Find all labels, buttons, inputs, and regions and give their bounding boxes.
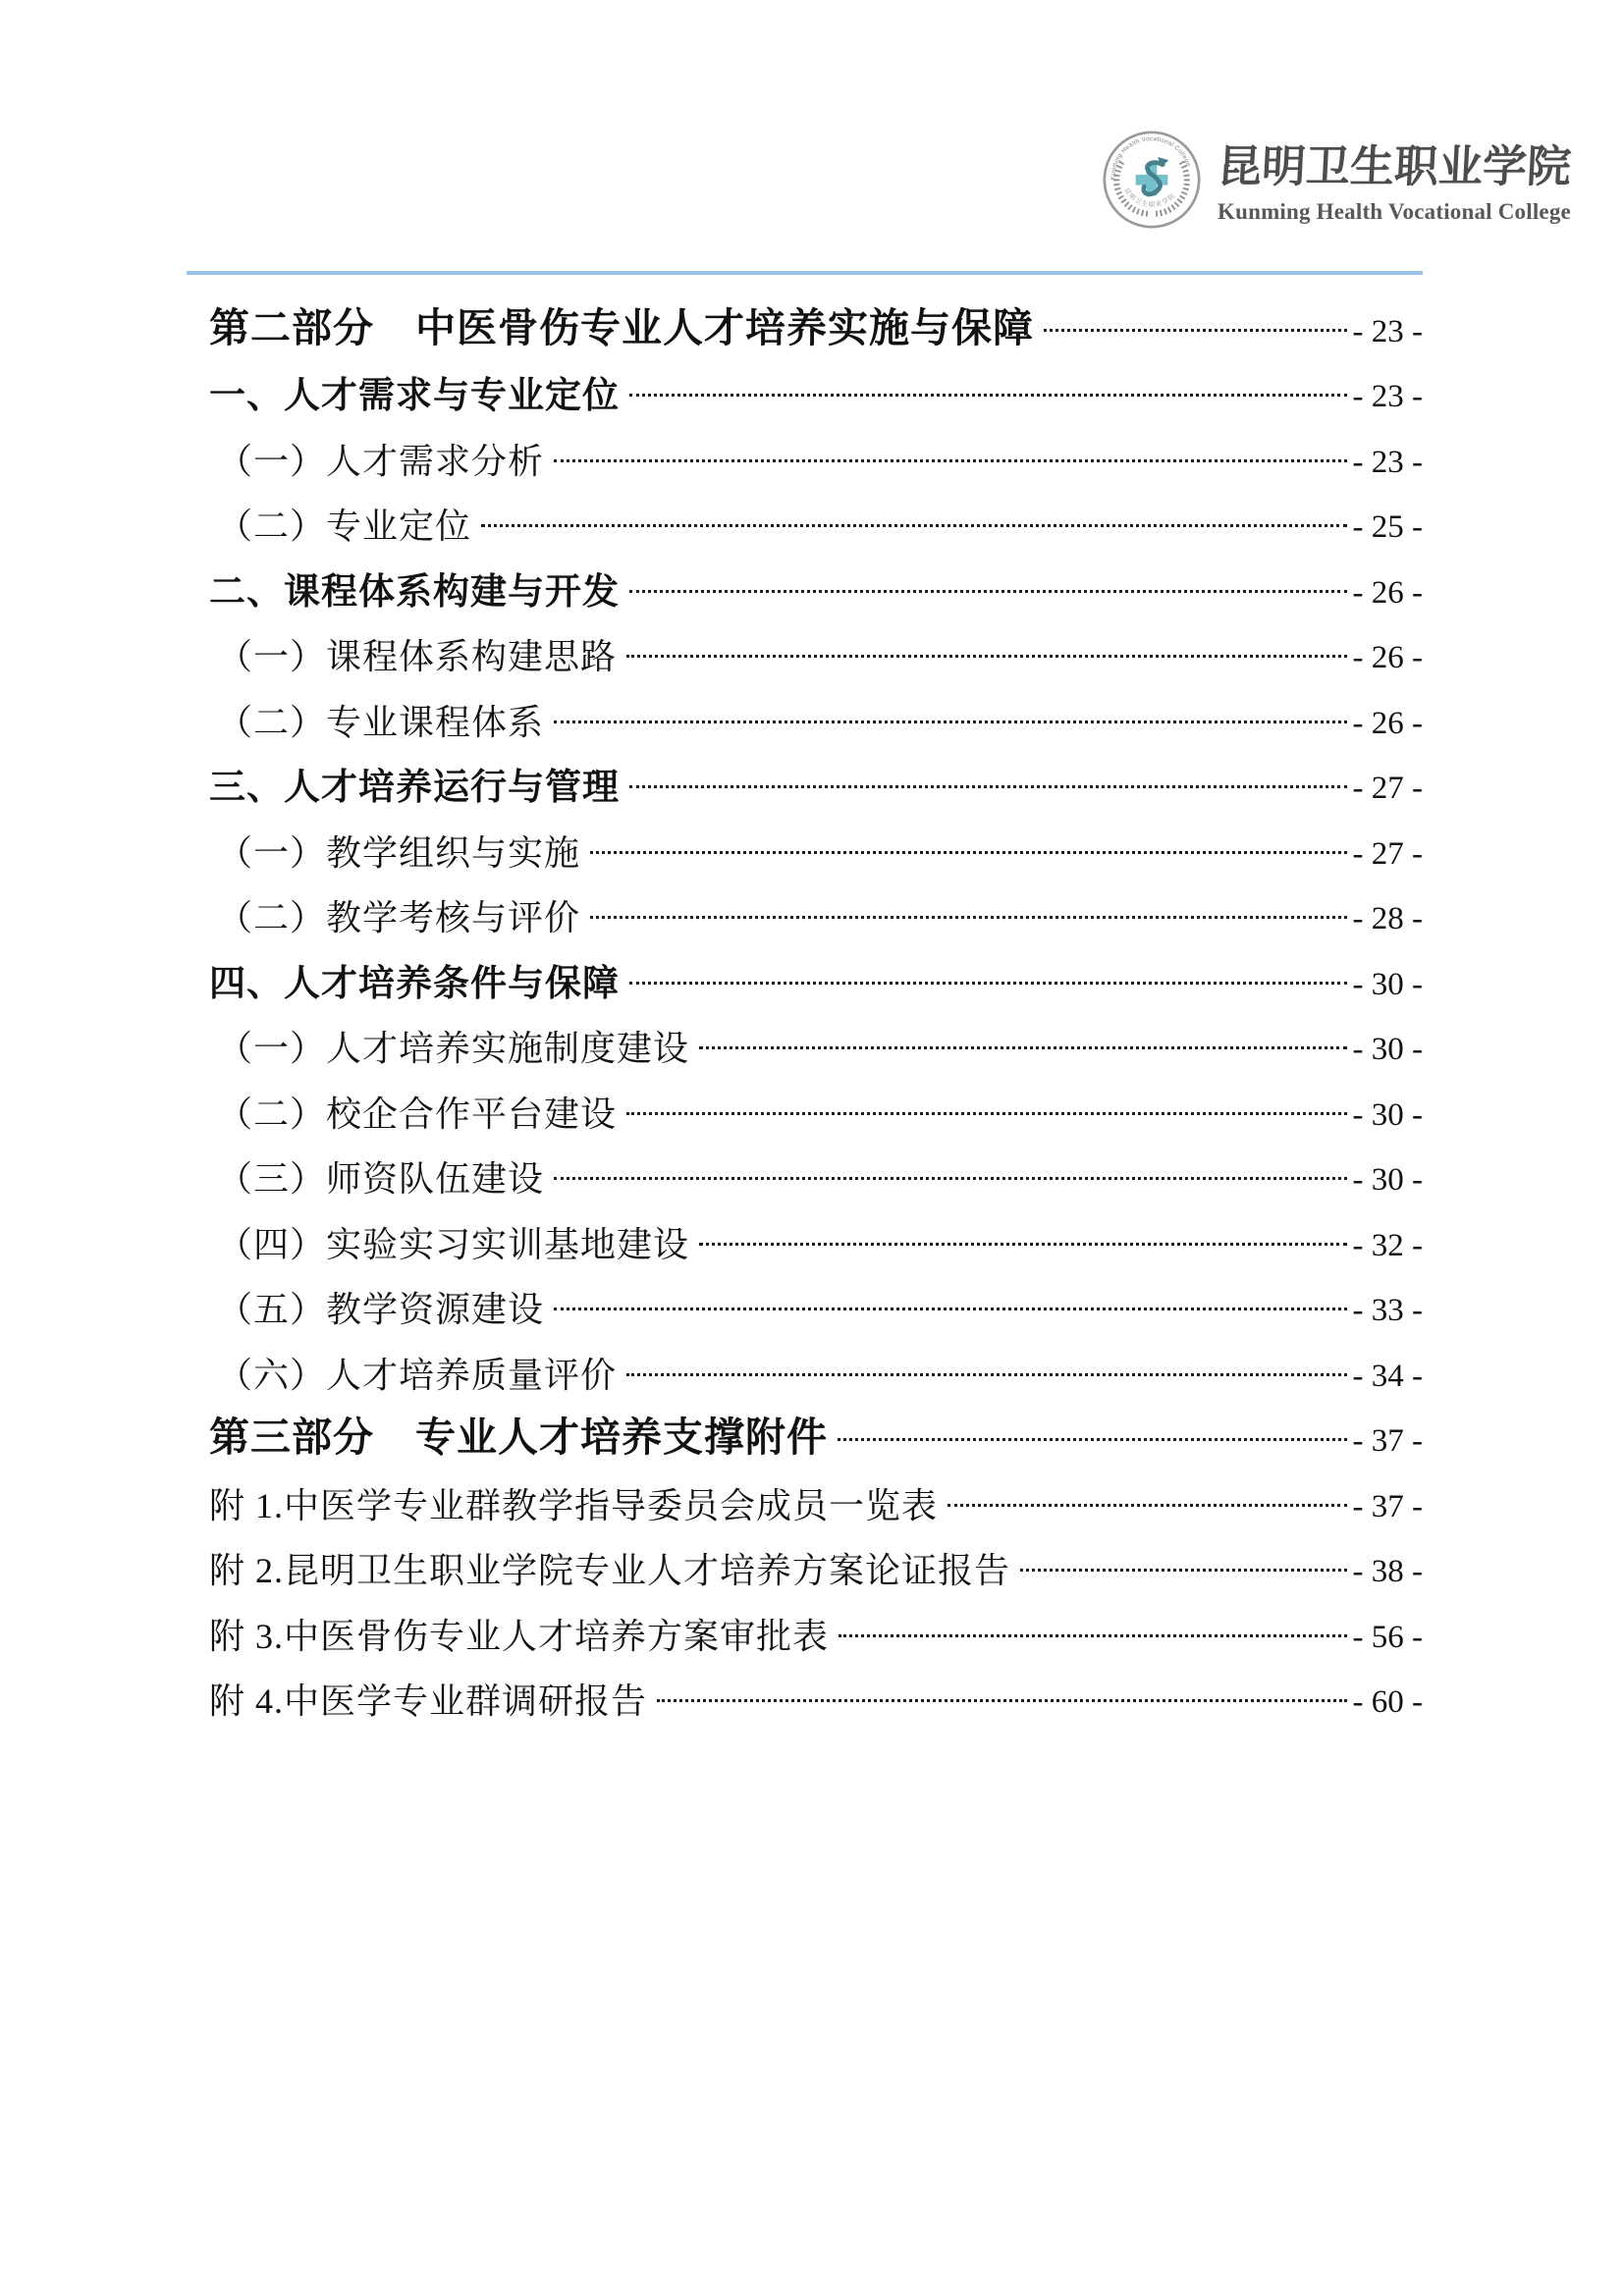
toc-leader-dots xyxy=(629,785,1347,788)
toc-page-number: - 34 - xyxy=(1352,1358,1423,1394)
toc-entry-label: （二）专业定位 xyxy=(217,507,472,546)
toc-entry xyxy=(209,1339,1423,1405)
toc-entry xyxy=(209,1535,1423,1601)
toc-page-number: - 27 - xyxy=(1352,835,1423,872)
toc-entry-label: 附 1.中医学专业群教学指导委员会成员一览表 xyxy=(209,1485,939,1525)
toc-entry xyxy=(209,1144,1423,1209)
seal-bottom-text: 昆明卫生职业学院 xyxy=(1122,187,1177,209)
toc-entry xyxy=(209,1013,1423,1079)
toc-entry xyxy=(209,947,1423,1013)
toc-entry-label: 附 2.昆明卫生职业学院专业人才培养方案论证报告 xyxy=(209,1551,1011,1590)
toc-page-number: - 37 - xyxy=(1352,1423,1423,1459)
toc-leader-dots xyxy=(947,1504,1347,1507)
table-of-contents xyxy=(209,294,1423,1731)
toc-entry xyxy=(209,686,1423,752)
toc-entry-label: （三）师资队伍建设 xyxy=(217,1159,545,1199)
toc-leader-dots xyxy=(626,1373,1347,1376)
toc-page-number: - 30 - xyxy=(1352,966,1423,1002)
toc-page-number: - 25 - xyxy=(1352,509,1423,545)
toc-page-number: - 28 - xyxy=(1352,901,1423,936)
toc-entry-label: （二）教学考核与评价 xyxy=(217,898,581,937)
toc-entry-label: 第三部分 专业人才培养支撑附件 xyxy=(209,1415,828,1460)
toc-entry xyxy=(209,1078,1423,1144)
toc-leader-dots xyxy=(1044,329,1347,332)
toc-entry-label: （一）人才需求分析 xyxy=(217,441,545,481)
college-name-block xyxy=(1218,130,1573,225)
toc-page-number: - 30 - xyxy=(1352,1096,1423,1133)
toc-entry-label: （六）人才培养质量评价 xyxy=(217,1355,618,1395)
toc-entry-label: （一）人才培养实施制度建设 xyxy=(217,1029,690,1068)
toc-entry xyxy=(209,1405,1423,1470)
toc-entry-label: （二）专业课程体系 xyxy=(217,702,545,742)
toc-page-number: - 32 - xyxy=(1352,1227,1423,1263)
toc-entry-label: 第二部分 中医骨伤专业人才培养实施与保障 xyxy=(209,304,1034,350)
toc-page-number: - 23 - xyxy=(1352,444,1423,480)
toc-leader-dots xyxy=(590,916,1347,919)
toc-page-number: - 26 - xyxy=(1352,640,1423,675)
toc-leader-dots xyxy=(629,590,1347,593)
toc-entry xyxy=(209,294,1423,360)
toc-leader-dots xyxy=(699,1243,1347,1246)
toc-leader-dots xyxy=(481,524,1347,527)
toc-page-number: - 56 - xyxy=(1352,1619,1423,1655)
toc-leader-dots xyxy=(554,1177,1347,1180)
toc-entry-label: （一）教学组织与实施 xyxy=(217,832,581,873)
toc-entry xyxy=(209,556,1423,621)
toc-entry-label: （五）教学资源建设 xyxy=(217,1290,545,1329)
toc-entry-label: （一）课程体系构建思路 xyxy=(217,637,618,676)
seal-arc-text: Kunming Health Vocational College xyxy=(1110,135,1192,181)
toc-leader-dots xyxy=(626,1112,1347,1115)
toc-page-number: - 23 - xyxy=(1352,313,1423,349)
toc-entry xyxy=(209,1666,1423,1732)
toc-page-number: - 33 - xyxy=(1352,1293,1423,1328)
toc-leader-dots xyxy=(1020,1569,1347,1572)
header-divider xyxy=(187,271,1423,275)
toc-leader-dots xyxy=(629,394,1347,397)
toc-leader-dots xyxy=(699,1046,1347,1049)
toc-entry xyxy=(209,752,1423,818)
toc-entry-label: （二）校企合作平台建设 xyxy=(217,1094,618,1134)
toc-page-number: - 26 - xyxy=(1352,705,1423,741)
toc-leader-dots xyxy=(629,982,1347,985)
college-name-en: Kunming Health Vocational College xyxy=(1218,198,1571,224)
toc-leader-dots xyxy=(554,721,1347,723)
toc-entry xyxy=(209,1469,1423,1535)
college-seal-icon xyxy=(1102,130,1202,230)
toc-page-number: - 27 - xyxy=(1352,771,1423,806)
toc-entry xyxy=(209,425,1423,491)
toc-leader-dots xyxy=(839,1634,1347,1637)
toc-entry-label: 二、课程体系构建与开发 xyxy=(209,570,620,612)
toc-entry-label: 一、人才需求与专业定位 xyxy=(209,375,620,415)
toc-entry xyxy=(209,1274,1423,1340)
toc-page-number: - 37 - xyxy=(1352,1488,1423,1524)
toc-page-number: - 30 - xyxy=(1352,1162,1423,1198)
toc-page-number: - 23 - xyxy=(1352,379,1423,414)
toc-entry xyxy=(209,621,1423,687)
toc-entry xyxy=(209,882,1423,948)
toc-page-number: - 38 - xyxy=(1352,1554,1423,1589)
toc-entry xyxy=(209,1600,1423,1666)
toc-entry xyxy=(209,491,1423,557)
college-name-cn: 昆明卫生职业学院 xyxy=(1216,142,1573,191)
toc-page-number: - 30 - xyxy=(1352,1032,1423,1067)
toc-entry-label: 附 3.中医骨伤专业人才培养方案审批表 xyxy=(209,1616,830,1656)
toc-entry-label: 附 4.中医学专业群调研报告 xyxy=(209,1682,648,1721)
toc-entry-label: 四、人才培养条件与保障 xyxy=(209,962,620,1003)
toc-leader-dots xyxy=(554,459,1347,462)
toc-entry-label: 三、人才培养运行与管理 xyxy=(209,767,620,807)
toc-page-number: - 60 - xyxy=(1352,1684,1423,1720)
toc-leader-dots xyxy=(590,851,1347,854)
toc-leader-dots xyxy=(626,655,1347,658)
toc-entry xyxy=(209,360,1423,426)
toc-entry xyxy=(209,1208,1423,1274)
toc-entry-label: （四）实验实习实训基地建设 xyxy=(217,1224,690,1264)
toc-leader-dots xyxy=(657,1699,1347,1702)
toc-entry xyxy=(209,817,1423,882)
toc-page-number: - 26 - xyxy=(1352,574,1423,611)
toc-leader-dots xyxy=(554,1308,1347,1310)
toc-leader-dots xyxy=(838,1438,1347,1441)
college-logo xyxy=(1102,130,1573,230)
